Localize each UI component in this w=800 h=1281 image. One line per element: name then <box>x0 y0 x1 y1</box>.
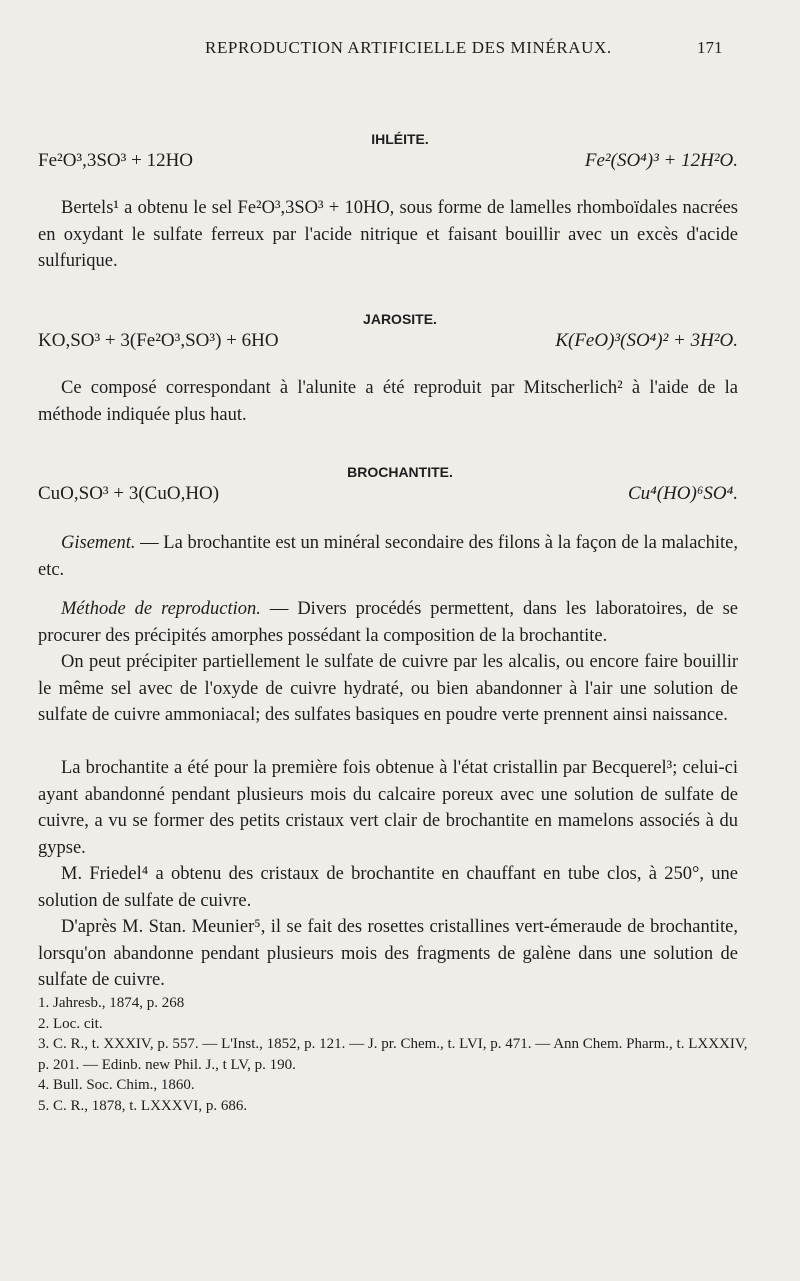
formula-old-brochantite: CuO,SO³ + 3(CuO,HO) <box>38 483 220 504</box>
section-title-brochantite: BROCHANTITE. <box>347 464 453 480</box>
formula-new-brochantite: Cu⁴(HO)⁶SO⁴. <box>627 483 738 504</box>
footnote-3: 3. C. R., t. XXXIV, p. 557. — L'Inst., 1852, p. 121. — J. pr. Chem., t. LVI, p. 471. — Ann Chem. Pharm., t. LXXXIV, p. 201. — Edinb. new Phil. J., t LV, p. 190. <box>38 1036 748 1073</box>
footnotes <box>38 993 758 1116</box>
footnote-1: 1. Jahresb., 1874, p. 268 <box>38 995 185 1011</box>
page-number: 171 <box>697 38 723 57</box>
gisement-text: — La brochantite est un minéral secondaire des filons à la façon de la malachite, etc. <box>38 533 738 580</box>
footnote-2: 2. Loc. cit. <box>38 1015 103 1032</box>
gisement-lead: Gisement. <box>61 533 136 553</box>
formula-old-jarosite: KO,SO³ + 3(Fe²O³,SO³) + 6HO <box>38 330 279 351</box>
page-header <box>0 38 800 62</box>
paragraph-meunier: D'après M. Stan. Meunier⁵, il se fait des rosettes cristallines vert-émeraude de brochantite, lorsqu'on abandonne pendant plusieurs mois des fragments de galène dans une solution de sulfate de cuivre. <box>38 917 738 990</box>
section-title-jarosite: JAROSITE. <box>363 311 437 327</box>
paragraph-gisement <box>38 530 738 583</box>
paragraph-ihleite: Bertels¹ a obtenu le sel Fe²O³,3SO³ + 10HO, sous forme de lamelles rhomboïdales nacrées en oxydant le sulfate ferreux par l'acide nitrique et faisant bouillir avec un excès d'acide sulfurique. <box>38 198 738 271</box>
running-title: REPRODUCTION ARTIFICIELLE DES MINÉRAUX. <box>205 38 612 57</box>
formula-new-jarosite: K(FeO)³(SO⁴)² + 3H²O. <box>555 330 738 351</box>
paragraph-friedel: M. Friedel⁴ a obtenu des cristaux de brochantite en chauffant en tube clos, à 250°, une solution de sulfate de cuivre. <box>38 864 738 911</box>
formula-old-ihleite: Fe²O³,3SO³ + 12HO <box>38 150 194 171</box>
paragraph-becquerel: La brochantite a été pour la première fois obtenue à l'état cristallin par Becquerel³; celui-ci ayant abandonné pendant plusieurs mois du calcaire poreux avec une solution de sulfate de cuivre, a vu se former des petits cristaux vert clair de brochantite en mamelons associés à du gypse. <box>38 758 738 858</box>
section-title-ihleite: IHLÉITE. <box>371 131 429 147</box>
methode-text: — Divers procédés permettent, dans les laboratoires, de se procurer des précipités amorphes possédant la composition de la brochantite. <box>38 599 739 646</box>
methode-lead: Méthode de reproduction. <box>61 599 261 619</box>
paragraph-jarosite: Ce composé correspondant à l'alunite a été reproduit par Mitscherlich² à l'aide de la méthode indiquée plus haut. <box>38 378 738 425</box>
paragraph-methode <box>38 596 738 649</box>
footnote-5: 5. C. R., 1878, t. LXXXVI, p. 686. <box>38 1097 248 1114</box>
paragraph-precipitation: On peut précipiter partiellement le sulfate de cuivre par les alcalis, ou encore faire bouillir le même sel avec de l'oxyde de cuivre hydraté, ou bien abandonner à l'air une solution de sulfate de cuivre ammoniacal; des sulfates basiques en poudre verte prennent ainsi naissance. <box>38 652 738 725</box>
formula-new-ihleite: Fe²(SO⁴)³ + 12H²O. <box>584 150 738 171</box>
footnote-4: 4. Bull. Soc. Chim., 1860. <box>38 1077 195 1093</box>
